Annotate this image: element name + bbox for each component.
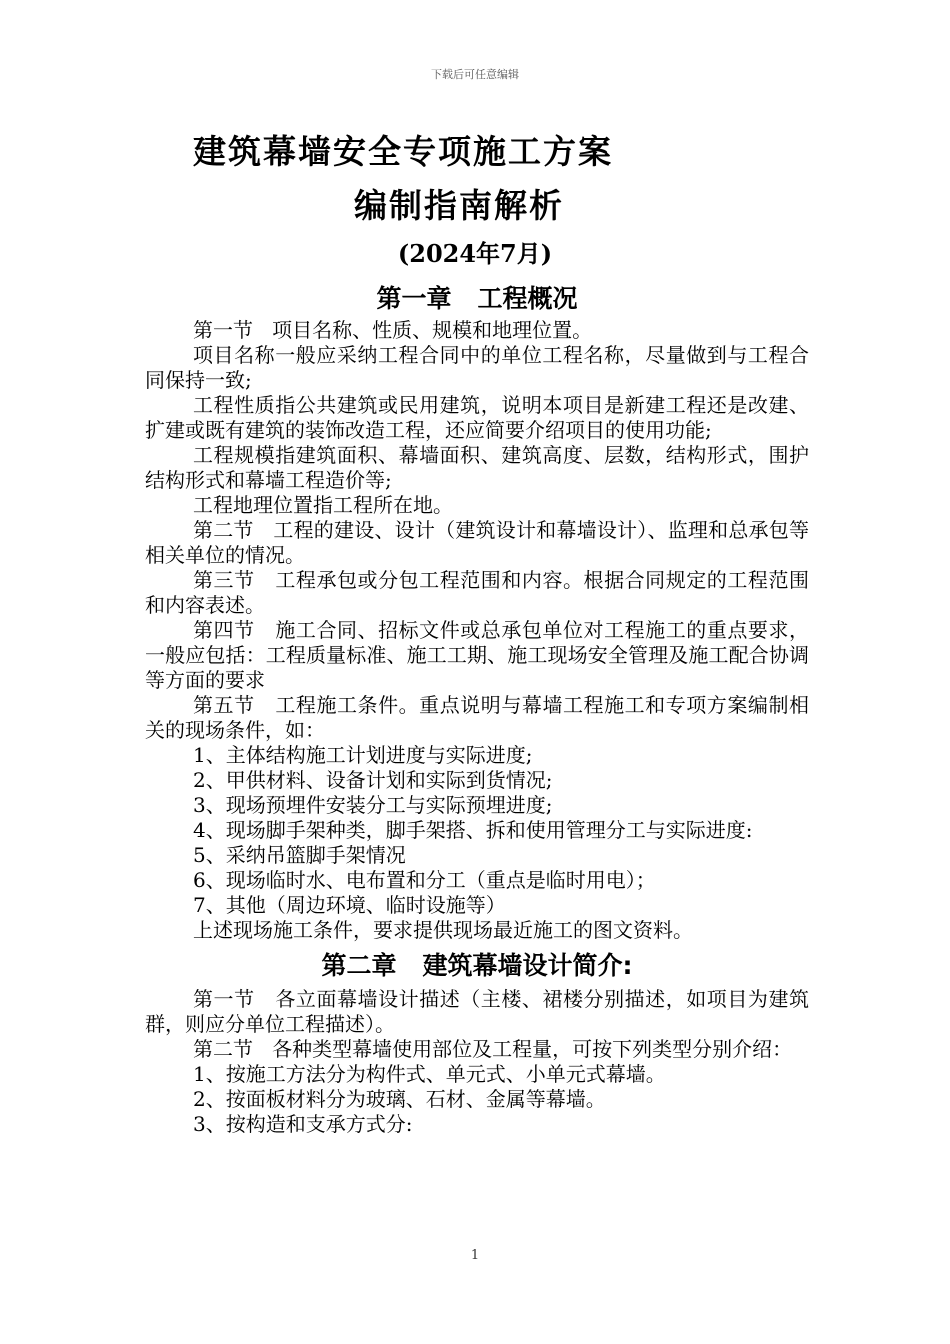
- paragraph: 工程地理位置指工程所在地。: [193, 493, 453, 517]
- chapter-2: [145, 947, 809, 1137]
- paragraph: 第一节 各立面幕墙设计描述（主楼、裙楼分别描述，如项目为建筑群，则应分单位工程描述）。: [145, 987, 809, 1036]
- chapter-1: [145, 280, 809, 943]
- list-item: 1、按施工方法分为构件式、单元式、小单元式幕墙。: [193, 1062, 666, 1086]
- list-item: 6、现场临时水、电布置和分工（重点是临时用电）；: [193, 868, 656, 892]
- chapter-heading: 第一章 工程概况: [376, 284, 578, 313]
- list-item: 3、按构造和支承方式分:: [193, 1112, 413, 1136]
- document-title-line2: 编制指南解析: [354, 186, 564, 225]
- page-header: 下载后可任意编辑: [431, 68, 519, 81]
- paragraph: 项目名称一般应采纳工程合同中的单位工程名称，尽量做到与工程合同保持一致;: [145, 343, 809, 392]
- list-item: 5、采纳吊篮脚手架情况: [193, 843, 406, 867]
- paragraph: 工程规模指建筑面积、幕墙面积、建筑高度、层数，结构形式，围护结构形式和幕墙工程造价等;: [145, 443, 809, 492]
- paragraph: 第四节 施工合同、招标文件或总承包单位对工程施工的重点要求，一般应包括：工程质量标准、施工工期、施工现场安全管理及施工配合协调等方面的要求: [145, 618, 809, 692]
- paragraph: 上述现场施工条件，要求提供现场最近施工的图文资料。: [193, 918, 693, 942]
- paragraph: 第一节 项目名称、性质、规模和地理位置。: [193, 318, 593, 342]
- paragraph: 第三节 工程承包或分包工程范围和内容。根据合同规定的工程范围和内容表述。: [145, 568, 809, 617]
- paragraph: 工程性质指公共建筑或民用建筑，说明本项目是新建工程还是改建、扩建或既有建筑的装饰改造工程，还应简要介绍项目的使用功能;: [145, 393, 809, 442]
- paragraph: 第五节 工程施工条件。重点说明与幕墙工程施工和专项方案编制相关的现场条件，如：: [145, 693, 809, 742]
- list-item: 2、甲供材料、设备计划和实际到货情况;: [193, 768, 553, 792]
- list-item: 1、主体结构施工计划进度与实际进度;: [193, 743, 533, 767]
- list-item: 3、现场预埋件安装分工与实际预埋进度;: [193, 793, 553, 817]
- document-title-line1: 建筑幕墙安全专项施工方案: [193, 132, 613, 171]
- document-date: (2024年7月): [397, 239, 553, 268]
- paragraph: 第二节 工程的建设、设计（建筑设计和幕墙设计）、监理和总承包等相关单位的情况。: [145, 518, 809, 567]
- list-item: 4、现场脚手架种类，脚手架搭、拆和使用管理分工与实际进度:: [193, 818, 753, 842]
- list-item: 7、其他（周边环境、临时设施等）: [193, 893, 506, 917]
- paragraph: 第二节 各种类型幕墙使用部位及工程量，可按下列类型分别介绍：: [193, 1037, 793, 1061]
- document-body: [145, 280, 809, 1137]
- list-item: 2、按面板材料分为玻璃、石材、金属等幕墙。: [193, 1087, 606, 1111]
- page-number: 1: [470, 1248, 480, 1263]
- chapter-heading: 第二章 建筑幕墙设计简介:: [321, 951, 633, 980]
